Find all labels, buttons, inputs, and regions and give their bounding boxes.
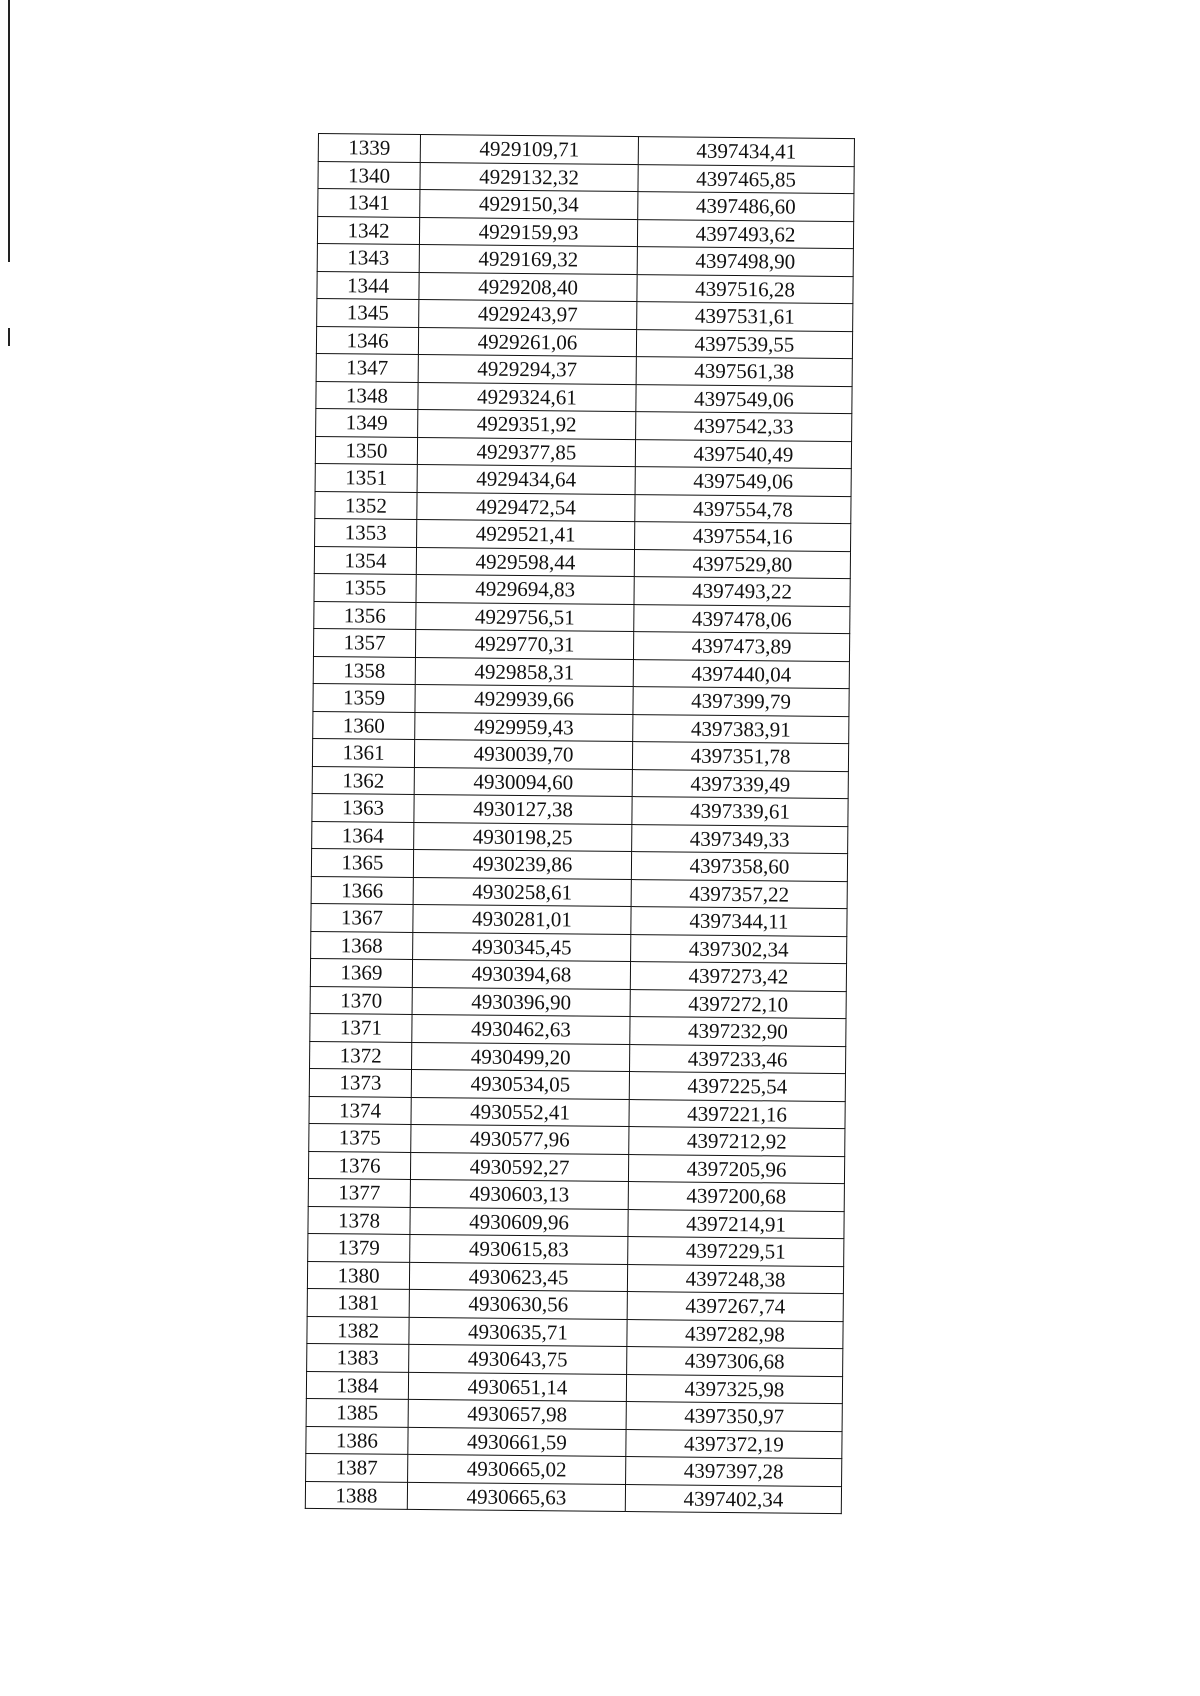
point-number-cell: 1385 [306, 1398, 408, 1426]
x-coordinate-cell: 4929939,66 [415, 684, 633, 714]
y-coordinate-cell: 4397473,89 [633, 632, 849, 662]
point-number-cell: 1340 [318, 161, 420, 189]
x-coordinate-cell: 4929521,41 [417, 519, 635, 549]
x-coordinate-cell: 4929598,44 [416, 547, 634, 577]
y-coordinate-cell: 4397214,91 [628, 1209, 844, 1239]
y-coordinate-cell: 4397358,60 [631, 852, 847, 882]
point-number-cell: 1384 [306, 1371, 408, 1399]
point-number-cell: 1383 [307, 1343, 409, 1371]
x-coordinate-cell: 4930635,71 [409, 1317, 627, 1347]
x-coordinate-cell: 4929261,06 [418, 327, 636, 357]
x-coordinate-cell: 4930258,61 [413, 877, 631, 907]
point-number-cell: 1367 [311, 903, 413, 931]
y-coordinate-cell: 4397350,97 [626, 1402, 842, 1432]
x-coordinate-cell: 4930499,20 [412, 1042, 630, 1072]
point-number-cell: 1369 [310, 958, 412, 986]
point-number-cell: 1342 [317, 216, 419, 244]
margin-line [8, 0, 10, 262]
x-coordinate-cell: 4930552,41 [411, 1097, 629, 1127]
point-number-cell: 1346 [316, 326, 418, 354]
point-number-cell: 1388 [305, 1481, 407, 1509]
y-coordinate-cell: 4397478,06 [634, 604, 850, 634]
x-coordinate-cell: 4930345,45 [413, 932, 631, 962]
x-coordinate-cell: 4930394,68 [412, 959, 630, 989]
y-coordinate-cell: 4397539,55 [636, 329, 852, 359]
table-row [305, 1481, 841, 1514]
point-number-cell: 1348 [316, 381, 418, 409]
y-coordinate-cell: 4397212,92 [629, 1127, 845, 1157]
point-number-cell: 1339 [318, 134, 420, 162]
y-coordinate-cell: 4397302,34 [631, 934, 847, 964]
y-coordinate-cell: 4397273,42 [630, 962, 846, 992]
point-number-cell: 1372 [310, 1041, 412, 1069]
x-coordinate-cell: 4930661,59 [408, 1427, 626, 1457]
x-coordinate-cell: 4929132,32 [420, 162, 638, 192]
y-coordinate-cell: 4397344,11 [631, 907, 847, 937]
x-coordinate-cell: 4929434,64 [417, 464, 635, 494]
point-number-cell: 1371 [310, 1013, 412, 1041]
x-coordinate-cell: 4929694,83 [416, 574, 634, 604]
x-coordinate-cell: 4930643,75 [409, 1344, 627, 1374]
point-number-cell: 1341 [318, 189, 420, 217]
point-number-cell: 1364 [312, 821, 414, 849]
y-coordinate-cell: 4397486,60 [638, 192, 854, 222]
x-coordinate-cell: 4930665,63 [407, 1482, 625, 1512]
point-number-cell: 1349 [316, 408, 418, 436]
y-coordinate-cell: 4397282,98 [627, 1319, 843, 1349]
y-coordinate-cell: 4397493,62 [637, 219, 853, 249]
y-coordinate-cell: 4397248,38 [627, 1264, 843, 1294]
x-coordinate-cell: 4930615,83 [410, 1234, 628, 1264]
y-coordinate-cell: 4397325,98 [626, 1374, 842, 1404]
y-coordinate-cell: 4397531,61 [637, 302, 853, 332]
x-coordinate-cell: 4930039,70 [414, 739, 632, 769]
point-number-cell: 1378 [308, 1206, 410, 1234]
y-coordinate-cell: 4397349,33 [632, 824, 848, 854]
y-coordinate-cell: 4397225,54 [629, 1072, 845, 1102]
point-number-cell: 1387 [306, 1453, 408, 1481]
x-coordinate-cell: 4930577,96 [411, 1124, 629, 1154]
x-coordinate-cell: 4930281,01 [413, 904, 631, 934]
point-number-cell: 1350 [315, 436, 417, 464]
point-number-cell: 1380 [307, 1261, 409, 1289]
point-number-cell: 1354 [314, 546, 416, 574]
x-coordinate-cell: 4929858,31 [415, 657, 633, 687]
point-number-cell: 1379 [308, 1233, 410, 1261]
x-coordinate-cell: 4930651,14 [408, 1372, 626, 1402]
point-number-cell: 1360 [313, 711, 415, 739]
y-coordinate-cell: 4397554,16 [635, 522, 851, 552]
point-number-cell: 1351 [315, 463, 417, 491]
y-coordinate-cell: 4397540,49 [635, 439, 851, 469]
point-number-cell: 1368 [311, 931, 413, 959]
y-coordinate-cell: 4397516,28 [637, 274, 853, 304]
y-coordinate-cell: 4397351,78 [632, 742, 848, 772]
y-coordinate-cell: 4397383,91 [633, 714, 849, 744]
y-coordinate-cell: 4397554,78 [635, 494, 851, 524]
y-coordinate-cell: 4397529,80 [634, 549, 850, 579]
y-coordinate-cell: 4397233,46 [630, 1044, 846, 1074]
x-coordinate-cell: 4930198,25 [414, 822, 632, 852]
x-coordinate-cell: 4930396,90 [412, 987, 630, 1017]
y-coordinate-cell: 4397434,41 [638, 137, 854, 167]
y-coordinate-cell: 4397549,06 [635, 467, 851, 497]
point-number-cell: 1357 [313, 628, 415, 656]
x-coordinate-cell: 4929169,32 [419, 244, 637, 274]
point-number-cell: 1361 [312, 738, 414, 766]
y-coordinate-cell: 4397232,90 [630, 1017, 846, 1047]
y-coordinate-cell: 4397267,74 [627, 1292, 843, 1322]
point-number-cell: 1376 [308, 1151, 410, 1179]
y-coordinate-cell: 4397205,96 [628, 1154, 844, 1184]
point-number-cell: 1377 [308, 1178, 410, 1206]
coordinate-table [305, 133, 855, 1514]
x-coordinate-cell: 4929770,31 [415, 629, 633, 659]
y-coordinate-cell: 4397306,68 [627, 1347, 843, 1377]
y-coordinate-cell: 4397200,68 [628, 1182, 844, 1212]
x-coordinate-cell: 4930609,96 [410, 1207, 628, 1237]
y-coordinate-cell: 4397561,38 [636, 357, 852, 387]
point-number-cell: 1355 [314, 573, 416, 601]
y-coordinate-cell: 4397549,06 [636, 384, 852, 414]
point-number-cell: 1365 [311, 848, 413, 876]
y-coordinate-cell: 4397498,90 [637, 247, 853, 277]
y-coordinate-cell: 4397542,33 [636, 412, 852, 442]
point-number-cell: 1359 [313, 683, 415, 711]
x-coordinate-cell: 4930127,38 [414, 794, 632, 824]
point-number-cell: 1381 [307, 1288, 409, 1316]
x-coordinate-cell: 4929377,85 [417, 437, 635, 467]
y-coordinate-cell: 4397399,79 [633, 687, 849, 717]
point-number-cell: 1374 [309, 1096, 411, 1124]
y-coordinate-cell: 4397339,61 [632, 797, 848, 827]
x-coordinate-cell: 4929959,43 [415, 712, 633, 742]
x-coordinate-cell: 4930462,63 [412, 1014, 630, 1044]
point-number-cell: 1373 [309, 1068, 411, 1096]
point-number-cell: 1363 [312, 793, 414, 821]
y-coordinate-cell: 4397357,22 [631, 879, 847, 909]
point-number-cell: 1345 [317, 298, 419, 326]
x-coordinate-cell: 4930657,98 [408, 1399, 626, 1429]
x-coordinate-cell: 4929208,40 [419, 272, 637, 302]
y-coordinate-cell: 4397402,34 [625, 1484, 841, 1514]
x-coordinate-cell: 4930665,02 [408, 1454, 626, 1484]
y-coordinate-cell: 4397465,85 [638, 164, 854, 194]
x-coordinate-cell: 4930094,60 [414, 767, 632, 797]
point-number-cell: 1375 [309, 1123, 411, 1151]
x-coordinate-cell: 4929472,54 [417, 492, 635, 522]
point-number-cell: 1358 [313, 656, 415, 684]
x-coordinate-cell: 4930592,27 [410, 1152, 628, 1182]
y-coordinate-cell: 4397229,51 [628, 1237, 844, 1267]
y-coordinate-cell: 4397339,49 [632, 769, 848, 799]
point-number-cell: 1347 [316, 353, 418, 381]
x-coordinate-cell: 4930623,45 [409, 1262, 627, 1292]
y-coordinate-cell: 4397493,22 [634, 577, 850, 607]
x-coordinate-cell: 4929159,93 [419, 217, 637, 247]
y-coordinate-cell: 4397372,19 [626, 1429, 842, 1459]
x-coordinate-cell: 4930630,56 [409, 1289, 627, 1319]
y-coordinate-cell: 4397440,04 [633, 659, 849, 689]
y-coordinate-cell: 4397221,16 [629, 1099, 845, 1129]
point-number-cell: 1382 [307, 1316, 409, 1344]
x-coordinate-cell: 4930239,86 [413, 849, 631, 879]
point-number-cell: 1356 [314, 601, 416, 629]
x-coordinate-cell: 4929243,97 [419, 299, 637, 329]
y-coordinate-cell: 4397397,28 [626, 1457, 842, 1487]
point-number-cell: 1352 [315, 491, 417, 519]
coordinate-table-body [305, 134, 854, 1514]
x-coordinate-cell: 4929756,51 [416, 602, 634, 632]
y-coordinate-cell: 4397272,10 [630, 989, 846, 1019]
point-number-cell: 1353 [315, 518, 417, 546]
x-coordinate-cell: 4929351,92 [418, 409, 636, 439]
point-number-cell: 1370 [310, 986, 412, 1014]
point-number-cell: 1366 [311, 876, 413, 904]
x-coordinate-cell: 4929324,61 [418, 382, 636, 412]
x-coordinate-cell: 4930534,05 [411, 1069, 629, 1099]
x-coordinate-cell: 4930603,13 [410, 1179, 628, 1209]
margin-tick [8, 328, 10, 346]
point-number-cell: 1343 [317, 243, 419, 271]
x-coordinate-cell: 4929294,37 [418, 354, 636, 384]
x-coordinate-cell: 4929109,71 [420, 134, 638, 164]
x-coordinate-cell: 4929150,34 [420, 189, 638, 219]
point-number-cell: 1386 [306, 1426, 408, 1454]
point-number-cell: 1362 [312, 766, 414, 794]
point-number-cell: 1344 [317, 271, 419, 299]
